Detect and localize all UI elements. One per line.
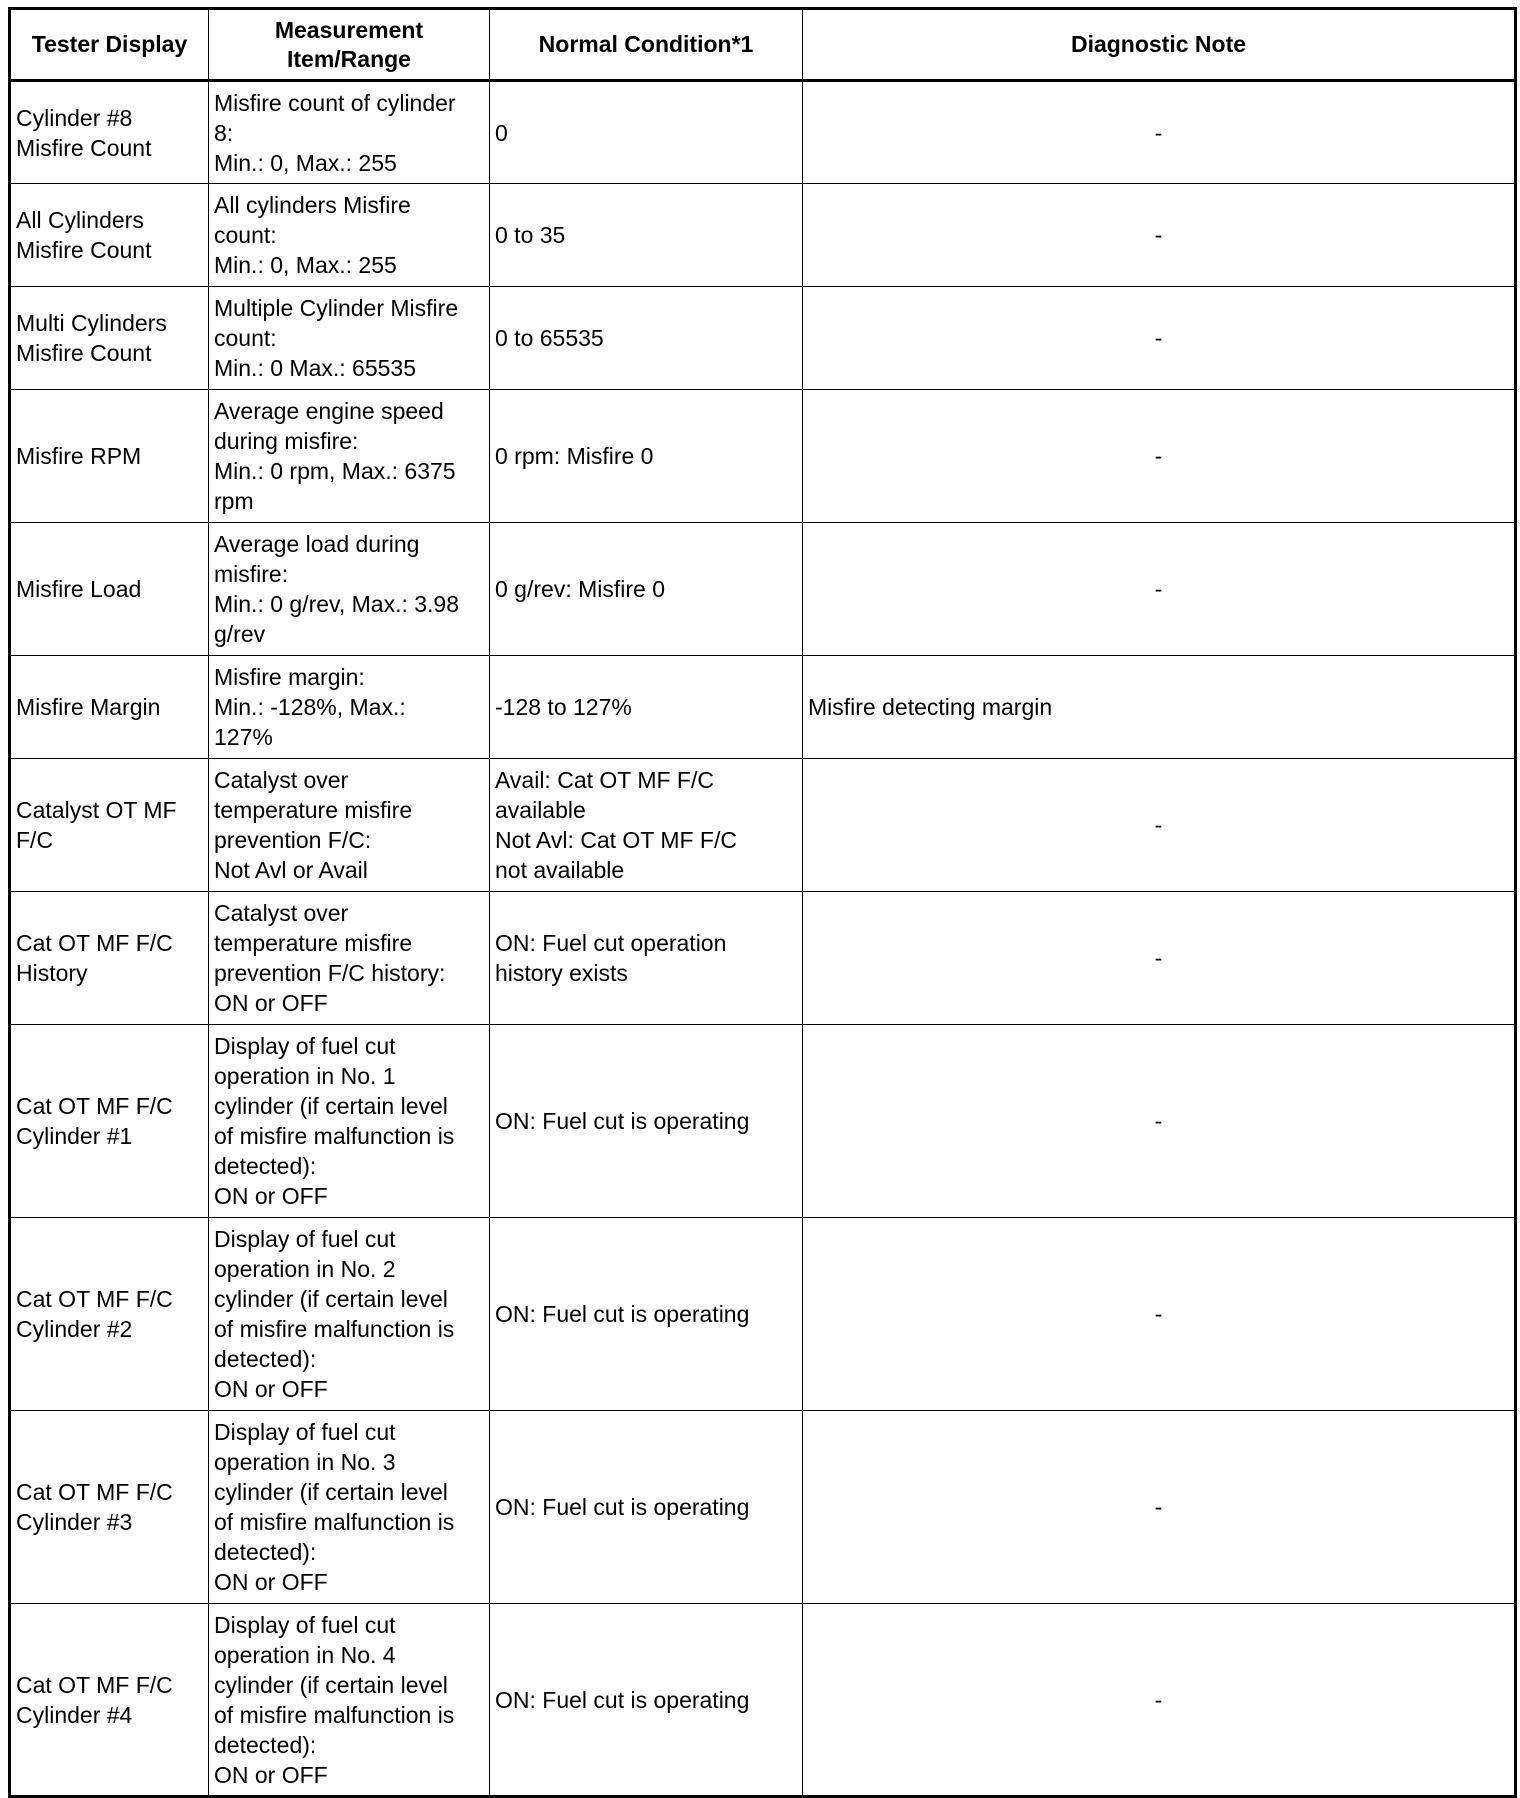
tester-display-cell: Misfire RPM: [10, 390, 209, 523]
measurement-cell: Display of fuel cut operation in No. 1 cylinder (if certain level of misfire malfunction is detected): ON or OFF: [209, 1025, 490, 1218]
diagnostic-note-cell: Misfire detecting margin: [803, 656, 1516, 759]
diagnostic-note-cell: -: [803, 184, 1516, 287]
header-tester-display: Tester Display: [10, 9, 209, 81]
normal-condition-cell: 0 to 35: [490, 184, 803, 287]
normal-condition-cell: ON: Fuel cut is operating: [490, 1411, 803, 1604]
normal-condition-cell: ON: Fuel cut is operating: [490, 1025, 803, 1218]
measurement-cell: Display of fuel cut operation in No. 2 cylinder (if certain level of misfire malfunction is detected): ON or OFF: [209, 1218, 490, 1411]
measurement-cell: Average load during misfire: Min.: 0 g/rev, Max.: 3.98 g/rev: [209, 523, 490, 656]
measurement-cell: Misfire margin: Min.: -128%, Max.: 127%: [209, 656, 490, 759]
table-header-row: [10, 9, 1516, 81]
table-row: [10, 523, 1516, 656]
tester-display-cell: Misfire Load: [10, 523, 209, 656]
measurement-cell: Display of fuel cut operation in No. 4 cylinder (if certain level of misfire malfunction is detected): ON or OFF: [209, 1604, 490, 1797]
tester-display-cell: Cat OT MF F/C Cylinder #1: [10, 1025, 209, 1218]
measurement-cell: Average engine speed during misfire: Min.: 0 rpm, Max.: 6375 rpm: [209, 390, 490, 523]
table-row: [10, 759, 1516, 892]
tester-display-cell: Cylinder #8 Misfire Count: [10, 81, 209, 184]
normal-condition-cell: 0 rpm: Misfire 0: [490, 390, 803, 523]
normal-condition-cell: 0 to 65535: [490, 287, 803, 390]
diagnostic-note-cell: -: [803, 1604, 1516, 1797]
normal-condition-cell: ON: Fuel cut is operating: [490, 1218, 803, 1411]
data-list-table: [8, 7, 1517, 1798]
measurement-cell: Multiple Cylinder Misfire count: Min.: 0 Max.: 65535: [209, 287, 490, 390]
normal-condition-cell: ON: Fuel cut is operating: [490, 1604, 803, 1797]
normal-condition-cell: 0: [490, 81, 803, 184]
normal-condition-cell: ON: Fuel cut operation history exists: [490, 892, 803, 1025]
normal-condition-cell: 0 g/rev: Misfire 0: [490, 523, 803, 656]
diagnostic-note-cell: -: [803, 1411, 1516, 1604]
normal-condition-cell: -128 to 127%: [490, 656, 803, 759]
table-row: [10, 184, 1516, 287]
tester-display-cell: All Cylinders Misfire Count: [10, 184, 209, 287]
table-row: [10, 81, 1516, 184]
diagnostic-note-cell: -: [803, 1025, 1516, 1218]
measurement-cell: Misfire count of cylinder 8: Min.: 0, Max.: 255: [209, 81, 490, 184]
table-row: [10, 287, 1516, 390]
tester-display-cell: Misfire Margin: [10, 656, 209, 759]
measurement-cell: Display of fuel cut operation in No. 3 cylinder (if certain level of misfire malfunction is detected): ON or OFF: [209, 1411, 490, 1604]
table-row: [10, 1411, 1516, 1604]
diagnostic-note-cell: -: [803, 390, 1516, 523]
diagnostic-note-cell: -: [803, 287, 1516, 390]
tester-display-cell: Cat OT MF F/C Cylinder #2: [10, 1218, 209, 1411]
table-row: [10, 892, 1516, 1025]
diagnostic-note-cell: -: [803, 523, 1516, 656]
tester-display-cell: Multi Cylinders Misfire Count: [10, 287, 209, 390]
table-row: [10, 656, 1516, 759]
normal-condition-cell: Avail: Cat OT MF F/C available Not Avl: Cat OT MF F/C not available: [490, 759, 803, 892]
table-row: [10, 390, 1516, 523]
header-normal-condition: Normal Condition*1: [490, 9, 803, 81]
measurement-cell: All cylinders Misfire count: Min.: 0, Max.: 255: [209, 184, 490, 287]
tester-display-cell: Cat OT MF F/C Cylinder #3: [10, 1411, 209, 1604]
tester-display-cell: Cat OT MF F/C Cylinder #4: [10, 1604, 209, 1797]
tester-display-cell: Catalyst OT MF F/C: [10, 759, 209, 892]
tester-display-cell: Cat OT MF F/C History: [10, 892, 209, 1025]
header-diagnostic-note: Diagnostic Note: [803, 9, 1516, 81]
diagnostic-note-cell: -: [803, 81, 1516, 184]
table-row: [10, 1604, 1516, 1797]
table-row: [10, 1025, 1516, 1218]
diagnostic-note-cell: -: [803, 759, 1516, 892]
table-row: [10, 1218, 1516, 1411]
diagnostic-note-cell: -: [803, 1218, 1516, 1411]
measurement-cell: Catalyst over temperature misfire prevention F/C history: ON or OFF: [209, 892, 490, 1025]
header-measurement-item-range: Measurement Item/Range: [209, 9, 490, 81]
diagnostic-note-cell: -: [803, 892, 1516, 1025]
measurement-cell: Catalyst over temperature misfire prevention F/C: Not Avl or Avail: [209, 759, 490, 892]
